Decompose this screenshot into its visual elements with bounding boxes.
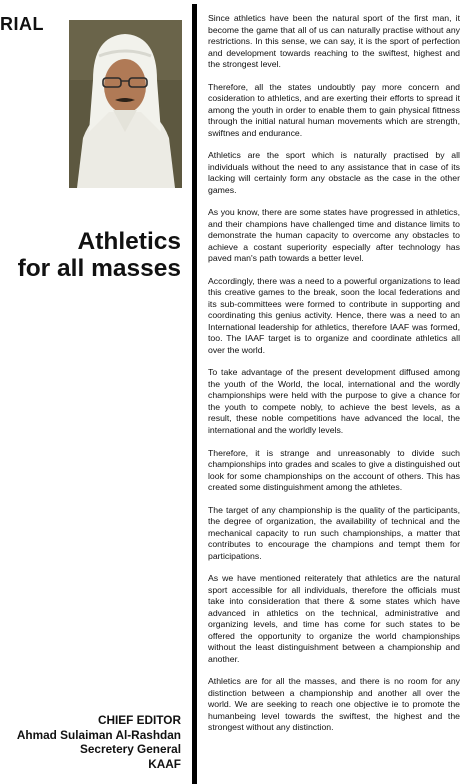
signature-name: Ahmad Sulaiman Al-Rashdan [16, 727, 181, 742]
column-divider [192, 4, 197, 784]
paragraph: Athletics are for all the masses, and there is no room for any distinction between a championship and another all over the world. We are seeking to reach one objective ie to promote the humanbeing level towards the swiftest, the highest and the strongest without any distinction. [208, 676, 460, 733]
signature-position: Secretery General [80, 742, 181, 756]
signature-block [17, 713, 181, 771]
signature-organization: KAAF [148, 756, 181, 771]
paragraph: Therefore, it is strange and unreasonably to divide such championships into grades and scales to give a distinguished out look for some championships on the account of others. This has created some distinguishment among the athletes. [208, 447, 460, 493]
paragraph: Athletics are the sport which is naturally practised by all individuals without the need to any assistance that in case of its lacking will certainly form any obstacle as the case in the other games. [208, 150, 460, 195]
paragraph: The target of any championship is the quality of the participants, the degree of organization, the availability of technical and the mechanical capacity to run such championships, a matter that contributes to encourage the champions and tempt them for participations. [208, 504, 460, 561]
article-body [208, 13, 460, 745]
editor-portrait-photo [69, 20, 182, 188]
title-line-2: for all masses [17, 255, 181, 282]
title-line-1: Athletics [77, 228, 181, 255]
paragraph: Since athletics have been the natural sport of the first man, it become the game that all of us can naturally practise without any restrictions. In this sense, we can say, it is the sport of perfection and development towards reaching to the swiftest, highest and the strongest level. [208, 13, 460, 69]
article-title [18, 228, 181, 282]
section-header-fragment: RIAL [0, 14, 44, 34]
paragraph: As we have mentioned reiterately that athletics are the natural sport accessible for all individuals, therefore the officials must take into consideration that there & some states which have advanced in athletics on the technical, administrative and organizing levels, and time has come for such states to be offered the opportunity to organize the world championships without the least distinguishment between a championship and another. [208, 573, 460, 664]
paragraph: Accordingly, there was a need to a powerful organizations to lead this creative games to the break, soon the local federations and its sub-committees were formed to contribute in supporting and coordinating this genius activity. Hence, there was a need to an International leadership for athletics, therefore IAAF was formed, too. The IAAF target is to organize and coordinate athletics all over the world. [208, 275, 460, 355]
paragraph: Therefore, all the states undoubtly pay more concern and cosideration to athletics, and are exerting their efforts to spread it among the youth in order to enable them to gain physical fittness through the initial natural human movements which are strength, swiftnes and endurance. [208, 81, 460, 138]
paragraph: To take advantage of the present development diffused among the youth of the World, the local, international and the wordly championships were held with the purpose to give a chance for the youth to compete nobly, to achieve the best levels, as a result, these noble competitions have advanced the local, the international and the worldly levels. [208, 367, 460, 435]
paragraph: As you know, there are some states have progressed in athletics, and their champions have challenged time and distance limits to demonstrate the human capacity to overcome any obstacles to achieve a costant superiority especially after technology has paved man's path towards a better level. [208, 207, 460, 264]
signature-role: CHIEF EDITOR [97, 713, 181, 727]
